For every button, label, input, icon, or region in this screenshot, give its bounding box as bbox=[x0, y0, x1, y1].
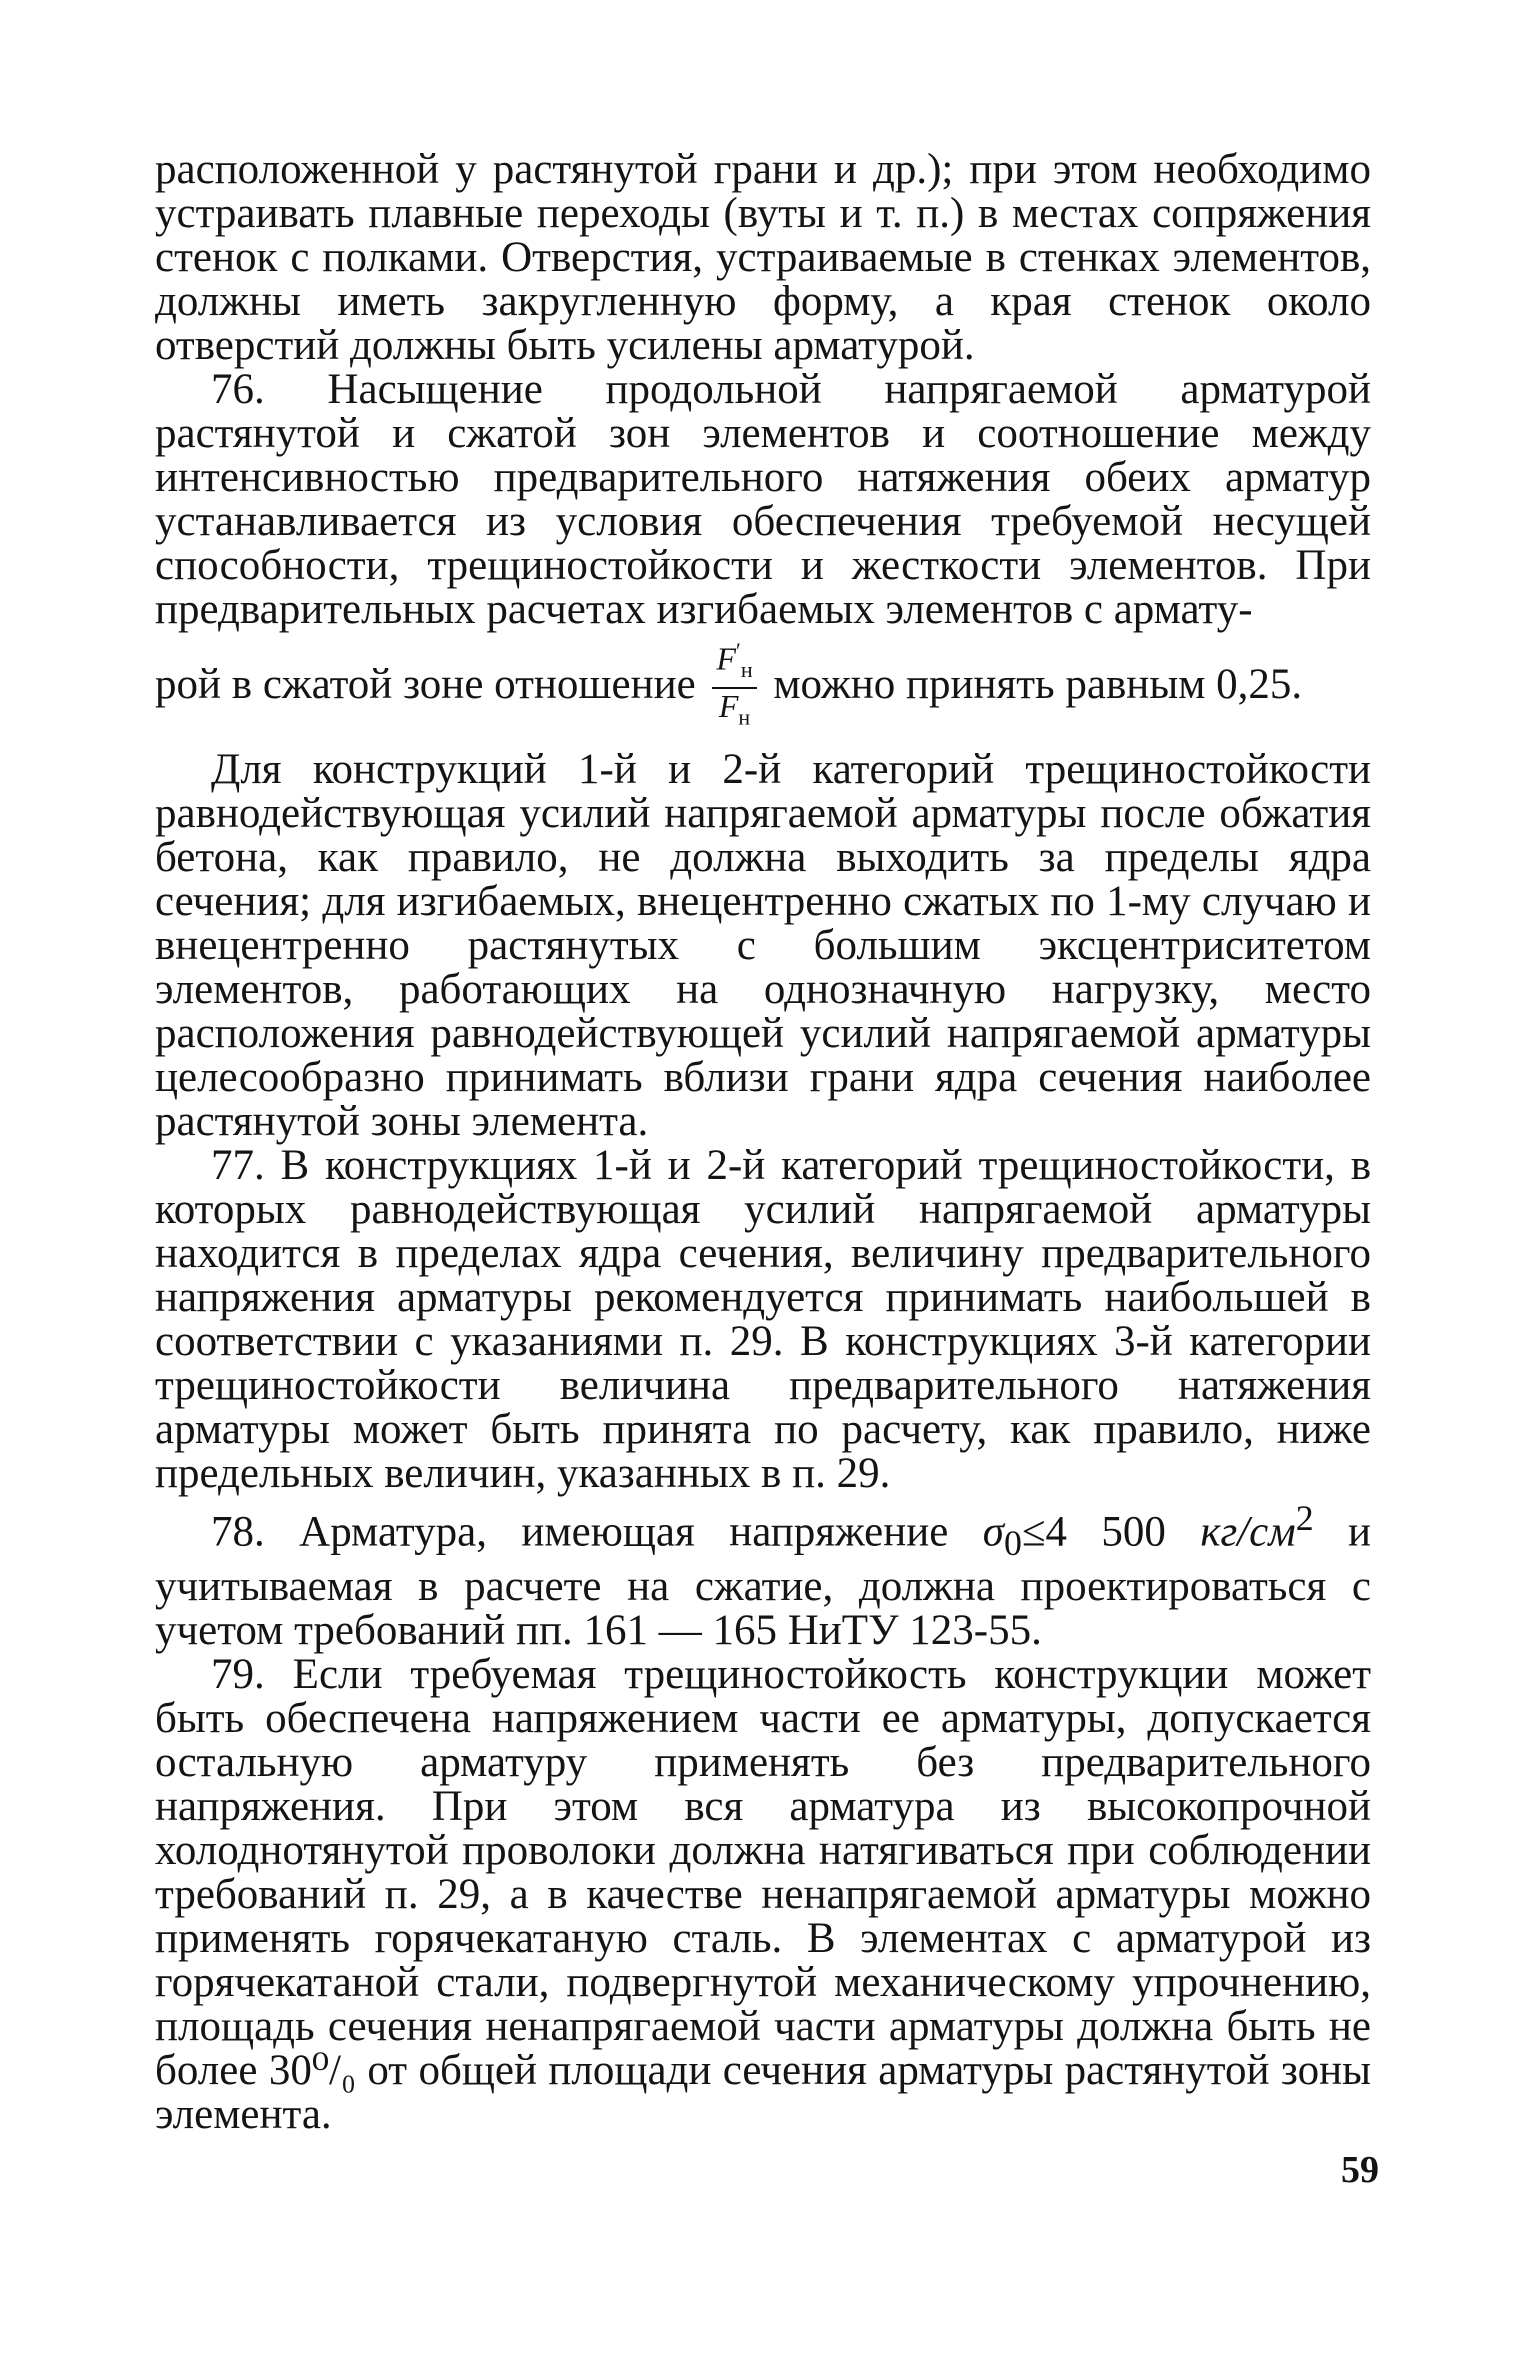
paragraph-76-continuation: Для конструкций 1-й и 2-й категорий трещиностойкости равнодействующая усилий напрягаемой арматуры после обжатия бетона, как правило, не должна выходить за пределы ядра сечения; для изгибаемых, внецентренно сжатых по 1-му случаю и внецентренно растянутых с большим эксцентриситетом элементов, работающих на однозначную нагрузку, место расположения равнодействующей усилий напрягаемой арматуры целесообразно принимать вблизи грани ядра сечения наиболее растянутой зоны элемента. bbox=[155, 746, 1371, 1146]
numerator-subscript: н bbox=[740, 657, 753, 683]
paragraph-78 bbox=[155, 1496, 1371, 1653]
paragraph-continued: расположенной у растянутой грани и др.); при этом необходимо устраивать плавные переходы (вуты и т. п.) в местах сопряжения стенок с полками. Отверстия, устраиваемые в стенках элементов, должны иметь закругленную форму, а края стенок около отверстий должны быть усилены арматурой. bbox=[155, 146, 1371, 369]
p78-text-before: 78. Арматура, имеющая напряжение bbox=[211, 1508, 949, 1556]
p78-text-after: и учитываемая в расчете на сжатие, должна проектироваться с учетом требований пп. 161 — 165 НиТУ 123-55. bbox=[155, 1508, 1372, 1655]
percent-value: 30 bbox=[268, 2047, 312, 2095]
stress-value: 4 500 bbox=[1045, 1508, 1166, 1556]
p79-text-before: 79. Если требуемая трещиностойкость конструкции может быть обеспечена напряжением части ее арматуры, допускается остальную арматуру применять без предварительного напряжения. При этом вся арматура из высокопрочной холоднотянутой проволоки должна натягиваться при соблюдении требований п. 29, а в качестве ненапрягаемой арматуры можно применять горячекатаную сталь. В элементах с арматурой из горячекатаной стали, подвергнутой механическому упрочнению, площадь сечения ненапрягаемой части арматуры должна быть не более bbox=[155, 1651, 1371, 2095]
relation-symbol: ≤ bbox=[1021, 1508, 1046, 1556]
sigma-subscript: 0 bbox=[1003, 1523, 1022, 1564]
fraction-denominator bbox=[712, 689, 756, 734]
percent-sign: ⁰/₀ bbox=[311, 2047, 356, 2095]
stress-unit: кг/см bbox=[1200, 1508, 1296, 1556]
ratio-line-text-after: можно принять равным 0,25. bbox=[773, 661, 1303, 709]
numerator-prime: ′ bbox=[736, 638, 741, 663]
ratio-line-text-before: рой в сжатой зоне отношение bbox=[155, 661, 696, 709]
page-body bbox=[155, 148, 1371, 2137]
numerator-symbol: F bbox=[716, 640, 736, 677]
ratio-fraction bbox=[712, 634, 756, 734]
paragraph-79 bbox=[155, 1653, 1371, 2137]
p79-text-after: от общей площади сечения арматуры растянутой зоны элемента. bbox=[155, 2047, 1371, 2139]
paragraph-76-ratio-line bbox=[155, 638, 1371, 738]
page-number: 59 bbox=[1341, 2149, 1379, 2191]
fraction-numerator bbox=[712, 634, 756, 689]
stress-unit-exponent: 2 bbox=[1295, 1498, 1314, 1539]
paragraph-77: 77. В конструкциях 1-й и 2-й категорий трещиностойкости, в которых равнодействующая усилий напрягаемой арматуры находится в пределах ядра сечения, величину предварительного напряжения арматуры рекомендуется принимать наибольшей в соответствии с указаниями п. 29. В конструкциях 3-й категории трещиностойкости величина предварительного натяжения арматуры может быть принята по расчету, как правило, ниже предельных величин, указанных в п. 29. bbox=[155, 1142, 1371, 1498]
denominator-symbol: F bbox=[718, 688, 739, 725]
paragraph-76: 76. Насыщение продольной напрягаемой арматурой растянутой и сжатой зон элементов и соотношение между интенсивностью предварительного натяжения обеих арматур устанавливается из условия обеспечения требуемой несущей способности, трещиностойкости и жесткости элементов. При предварительных расчетах изгибаемых элементов с армату- bbox=[155, 366, 1371, 633]
denominator-subscript: н bbox=[738, 704, 751, 730]
sigma-symbol: σ bbox=[982, 1508, 1004, 1556]
